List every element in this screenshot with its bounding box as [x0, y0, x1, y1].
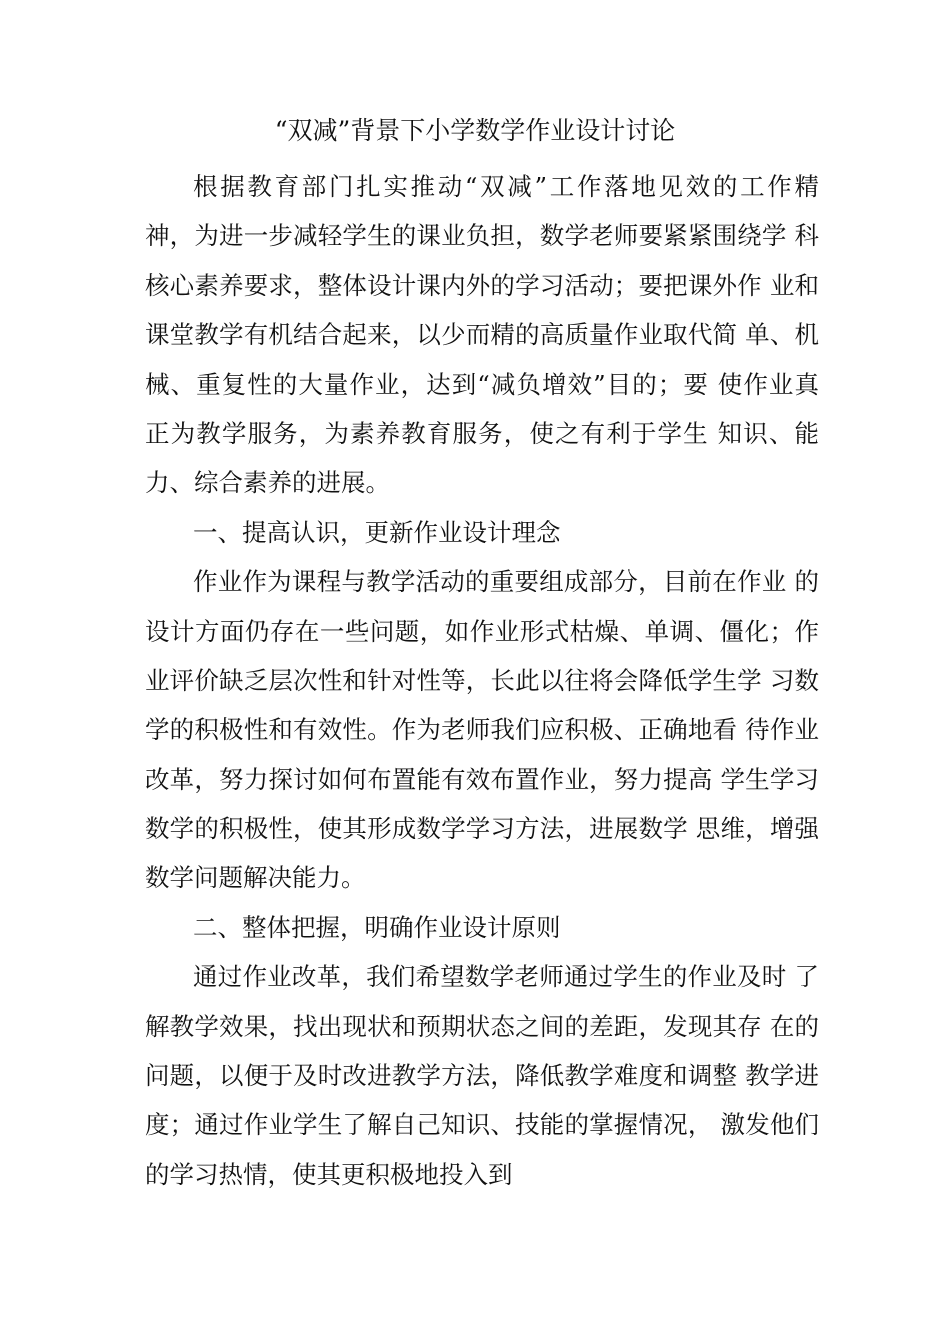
text-line: 神，为进一步减轻学生的课业负担，数学老师要紧紧围绕学 科	[145, 221, 819, 251]
text-line: 改革，努力探讨如何布置能有效布置作业，努力提高 学生学习	[145, 764, 819, 794]
text-line: 根据教育部门扎实推动“双减”工作落地见效的工作精	[193, 172, 819, 201]
text-line: 一、提高认识，更新作业设计理念	[193, 517, 561, 547]
paragraph	[145, 952, 819, 1199]
text-line: 核心素养要求，整体设计课内外的学习活动；要把课外作 业和	[145, 270, 819, 300]
text-line: 数学问题解决能力。	[145, 863, 366, 893]
text-line: 械、重复性的大量作业，达到“减负增效”目的；要 使作业真	[145, 369, 819, 399]
text-line: 学的积极性和有效性。作为老师我们应积极、正确地看 待作业	[145, 715, 819, 745]
text-line: 正为教学服务，为素养教育服务，使之有利于学生 知识、能	[145, 418, 819, 448]
document-title: “双减”背景下小学数学作业设计讨论	[274, 116, 676, 145]
section-heading	[145, 903, 819, 952]
text-line: 解教学效果，找出现状和预期状态之间的差距，发现其存 在的	[145, 1011, 819, 1041]
text-line: 数学的积极性，使其形成数学学习方法，进展数学 思维，增强	[145, 814, 819, 844]
paragraph	[145, 557, 819, 903]
document-body	[145, 162, 819, 1199]
text-line: 课堂教学有机结合起来，以少而精的高质量作业取代简 单、机	[145, 320, 819, 350]
text-line: 度；通过作业学生了解自己知识、技能的掌握情况， 激发他们	[145, 1110, 819, 1140]
text-line: 业评价缺乏层次性和针对性等，长此以往将会降低学生学 习数	[145, 665, 819, 695]
paragraph	[145, 162, 819, 508]
text-line: 的学习热情，使其更积极地投入到	[145, 1159, 513, 1189]
text-line: 作业作为课程与教学活动的重要组成部分，目前在作业 的	[193, 567, 819, 597]
text-line: 通过作业改革，我们希望数学老师通过学生的作业及时 了	[193, 962, 819, 992]
section-heading	[145, 508, 819, 557]
text-line: 问题，以便于及时改进教学方法，降低教学难度和调整 教学进	[145, 1061, 819, 1091]
text-line: 力、综合素养的进展。	[145, 468, 390, 498]
text-line: 设计方面仍存在一些问题，如作业形式枯燥、单调、僵化；作	[145, 616, 819, 646]
text-line: 二、整体把握，明确作业设计原则	[193, 912, 561, 942]
